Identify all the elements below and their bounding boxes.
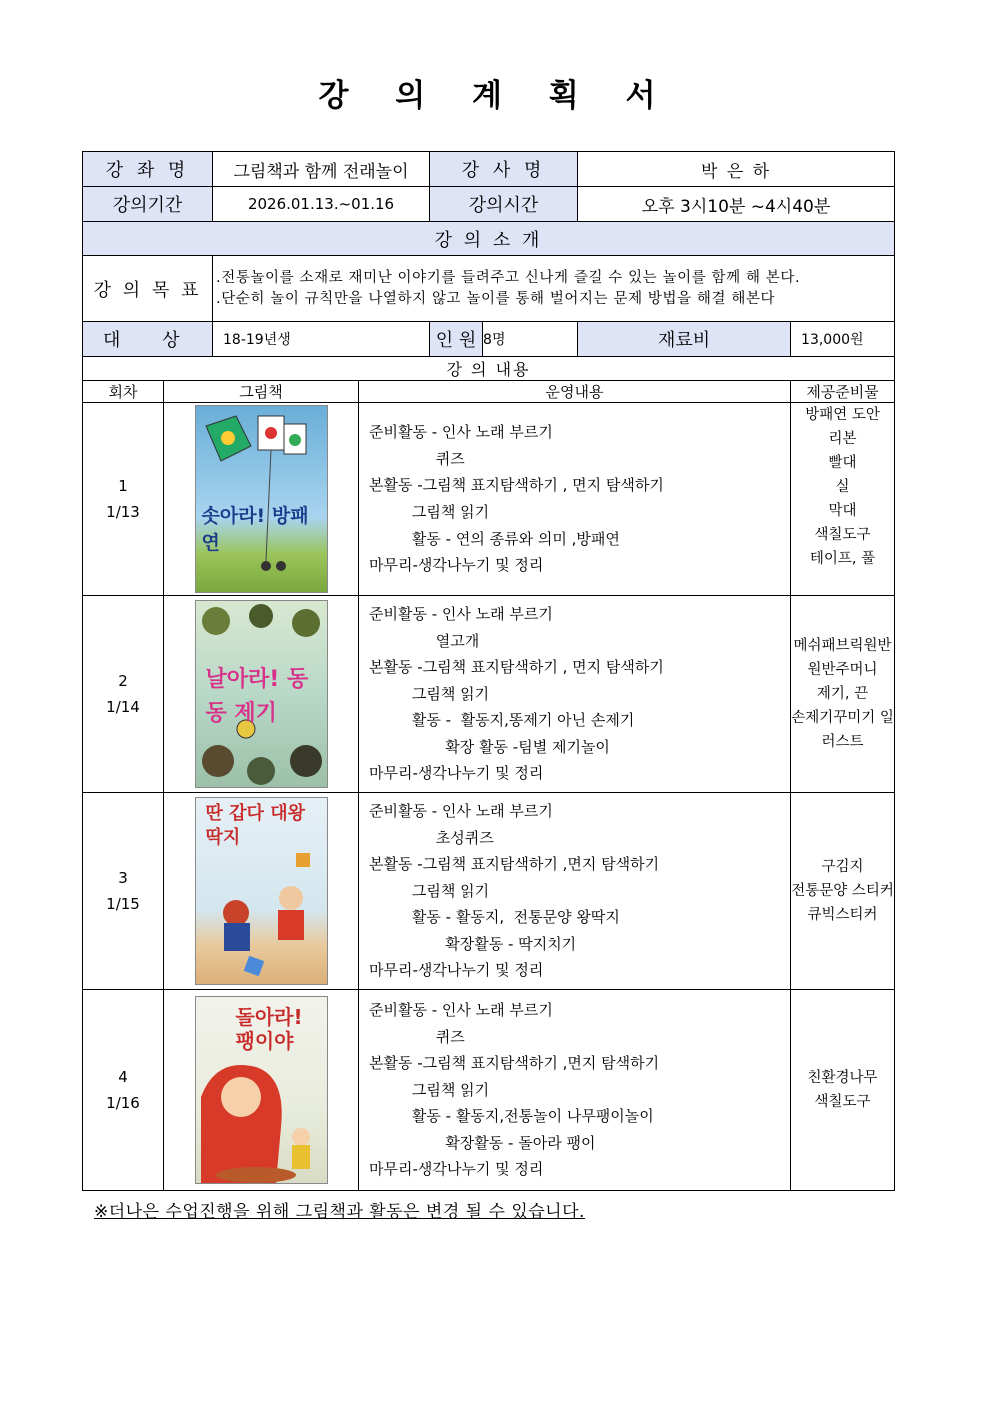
people-label: 인 원 bbox=[430, 322, 483, 357]
material-item: 리본 bbox=[828, 431, 857, 447]
material-item: 색칠도구 bbox=[814, 1094, 871, 1110]
materials-cell bbox=[791, 990, 895, 1191]
op-line: 퀴즈 bbox=[369, 1027, 465, 1046]
material-item: 빨대 bbox=[828, 455, 857, 471]
book-cover-cell bbox=[164, 990, 359, 1191]
material-item: 제기, 끈 bbox=[816, 686, 869, 702]
material-item: 큐빅스티커 bbox=[807, 907, 878, 923]
fee-label: 재료비 bbox=[578, 322, 791, 357]
goal-line-1: .전통놀이를 소재로 재미난 이야기를 들려주고 신나게 즐길 수 있는 놀이를 함께 해 본다. bbox=[216, 269, 801, 286]
session-number bbox=[83, 793, 164, 990]
material-item: 손제기꾸미기 일러스트 bbox=[791, 710, 894, 750]
course-value: 그림책과 함께 전래놀이 bbox=[213, 152, 430, 187]
col-header-session: 회차 bbox=[83, 381, 164, 403]
op-line: 확장 활동 -팀별 제기놀이 bbox=[369, 737, 610, 756]
intro-heading: 강 의 소 개 bbox=[83, 222, 895, 256]
op-line: 본활동 -그림책 표지탐색하기 , 면지 탐색하기 bbox=[369, 476, 664, 495]
materials-cell bbox=[791, 793, 895, 990]
operations-cell bbox=[359, 596, 791, 793]
session-date: 1/16 bbox=[106, 1094, 140, 1112]
op-line: 활동 - 활동지,전통놀이 나무팽이놀이 bbox=[369, 1107, 654, 1126]
book-title: 솟아라! 방패연 bbox=[201, 505, 309, 554]
document-title: 강 의 계 획 서 bbox=[318, 78, 674, 114]
op-line: 그림책 읽기 bbox=[369, 881, 490, 900]
session-number bbox=[83, 403, 164, 596]
session-num: 2 bbox=[118, 672, 128, 690]
op-line: 활동 - 활동지, 전통문양 왕딱지 bbox=[369, 908, 620, 927]
session-date: 1/15 bbox=[106, 895, 140, 913]
op-line: 준비활동 - 인사 노래 부르기 bbox=[369, 801, 553, 820]
material-item: 친환경나무 bbox=[807, 1070, 878, 1086]
op-line: 본활동 -그림책 표지탐색하기 , 면지 탐색하기 bbox=[369, 658, 664, 677]
op-line: 그림책 읽기 bbox=[369, 684, 490, 703]
book-title: 날아라! 동동 제기 bbox=[205, 667, 309, 726]
op-line: 준비활동 - 인사 노래 부르기 bbox=[369, 1000, 553, 1019]
time-value: 오후 3시10분 ~4시40분 bbox=[578, 187, 895, 222]
session-number bbox=[83, 596, 164, 793]
op-line: 열고개 bbox=[369, 631, 480, 650]
op-line: 마무리-생각나누기 및 정리 bbox=[369, 961, 544, 980]
book-cover-cell bbox=[164, 596, 359, 793]
op-line: 본활동 -그림책 표지탐색하기 ,면지 탐색하기 bbox=[369, 855, 660, 874]
op-line: 그림책 읽기 bbox=[369, 503, 490, 521]
book-cover-4 bbox=[195, 996, 328, 1184]
session-row bbox=[83, 793, 895, 990]
col-header-operations: 운영내용 bbox=[359, 381, 791, 403]
session-num: 4 bbox=[118, 1068, 128, 1086]
material-item: 테이프, 풀 bbox=[809, 551, 876, 567]
op-line: 준비활동 - 인사 노래 부르기 bbox=[369, 604, 553, 623]
session-num: 3 bbox=[118, 869, 128, 887]
goal-text bbox=[213, 256, 895, 322]
material-item: 막대 bbox=[828, 503, 857, 519]
goal-line-2: .단순히 놀이 규칙만을 나열하지 않고 놀이를 통해 벌어지는 문제 방법을 해결 해본다 bbox=[216, 290, 776, 307]
material-item: 메쉬패브릭원반 bbox=[793, 638, 892, 654]
op-line: 마무리-생각나누기 및 정리 bbox=[369, 764, 544, 783]
session-row bbox=[83, 596, 895, 793]
op-line: 활동 - 활동지,똥제기 아닌 손제기 bbox=[369, 711, 635, 730]
op-line: 마무리-생각나누기 및 정리 bbox=[369, 556, 544, 575]
book-cover-3 bbox=[195, 797, 328, 985]
target-value: 18-19년생 bbox=[213, 322, 430, 357]
target-label: 대 상 bbox=[83, 322, 213, 357]
material-item: 구김지 bbox=[821, 859, 864, 875]
col-header-materials: 제공준비물 bbox=[791, 381, 895, 403]
materials-cell bbox=[791, 596, 895, 793]
operations-cell bbox=[359, 990, 791, 1191]
fee-value: 13,000원 bbox=[791, 322, 895, 357]
material-item: 방패연 도안 bbox=[805, 407, 880, 423]
goal-label: 강 의 목 표 bbox=[83, 256, 213, 322]
book-cover-1 bbox=[195, 405, 328, 593]
materials-cell bbox=[791, 403, 895, 596]
op-line: 마무리-생각나누기 및 정리 bbox=[369, 1160, 544, 1179]
op-line: 확장활동 - 딱지치기 bbox=[369, 934, 577, 953]
material-item: 색칠도구 bbox=[814, 527, 871, 543]
session-number bbox=[83, 990, 164, 1191]
course-label: 강 좌 명 bbox=[83, 152, 213, 187]
op-line: 퀴즈 bbox=[369, 449, 465, 468]
col-header-book: 그림책 bbox=[164, 381, 359, 403]
session-row bbox=[83, 990, 895, 1191]
operations-cell bbox=[359, 403, 791, 596]
op-line: 초성퀴즈 bbox=[369, 828, 494, 847]
session-num: 1 bbox=[118, 477, 128, 495]
kite-illustration bbox=[196, 406, 327, 592]
book-title: 돌아라! 팽이야 bbox=[235, 1005, 303, 1053]
op-line: 그림책 읽기 bbox=[369, 1080, 490, 1099]
period-label: 강의기간 bbox=[83, 187, 213, 222]
book-cover-cell bbox=[164, 793, 359, 990]
footnote: ※더나은 수업진행을 위해 그림책과 활동은 변경 될 수 있습니다. bbox=[94, 1202, 585, 1222]
op-line: 확장활동 - 돌아라 팽이 bbox=[369, 1133, 596, 1152]
people-value: 8명 bbox=[483, 322, 578, 357]
session-date: 1/14 bbox=[106, 698, 140, 716]
content-heading: 강 의 내용 bbox=[83, 357, 895, 381]
op-line: 본활동 -그림책 표지탐색하기 ,면지 탐색하기 bbox=[369, 1054, 660, 1073]
operations-cell bbox=[359, 793, 791, 990]
book-cover-cell bbox=[164, 403, 359, 596]
lecture-plan-table bbox=[82, 151, 895, 1191]
material-item: 전통문양 스티커 bbox=[791, 883, 894, 899]
book-title: 딴 갑다 대왕 딱지 bbox=[205, 803, 305, 848]
session-date: 1/13 bbox=[106, 503, 140, 521]
instructor-label: 강 사 명 bbox=[430, 152, 578, 187]
session-row bbox=[83, 403, 895, 596]
material-item: 실 bbox=[835, 479, 850, 495]
time-label: 강의시간 bbox=[430, 187, 578, 222]
period-value: 2026.01.13.~01.16 bbox=[213, 187, 430, 222]
material-item: 원반주머니 bbox=[807, 662, 878, 678]
instructor-value: 박 은 하 bbox=[578, 152, 895, 187]
op-line: 준비활동 - 인사 노래 부르기 bbox=[369, 423, 553, 442]
book-cover-2 bbox=[195, 600, 328, 788]
op-line: 활동 - 연의 종류와 의미 ,방패연 bbox=[369, 529, 620, 548]
